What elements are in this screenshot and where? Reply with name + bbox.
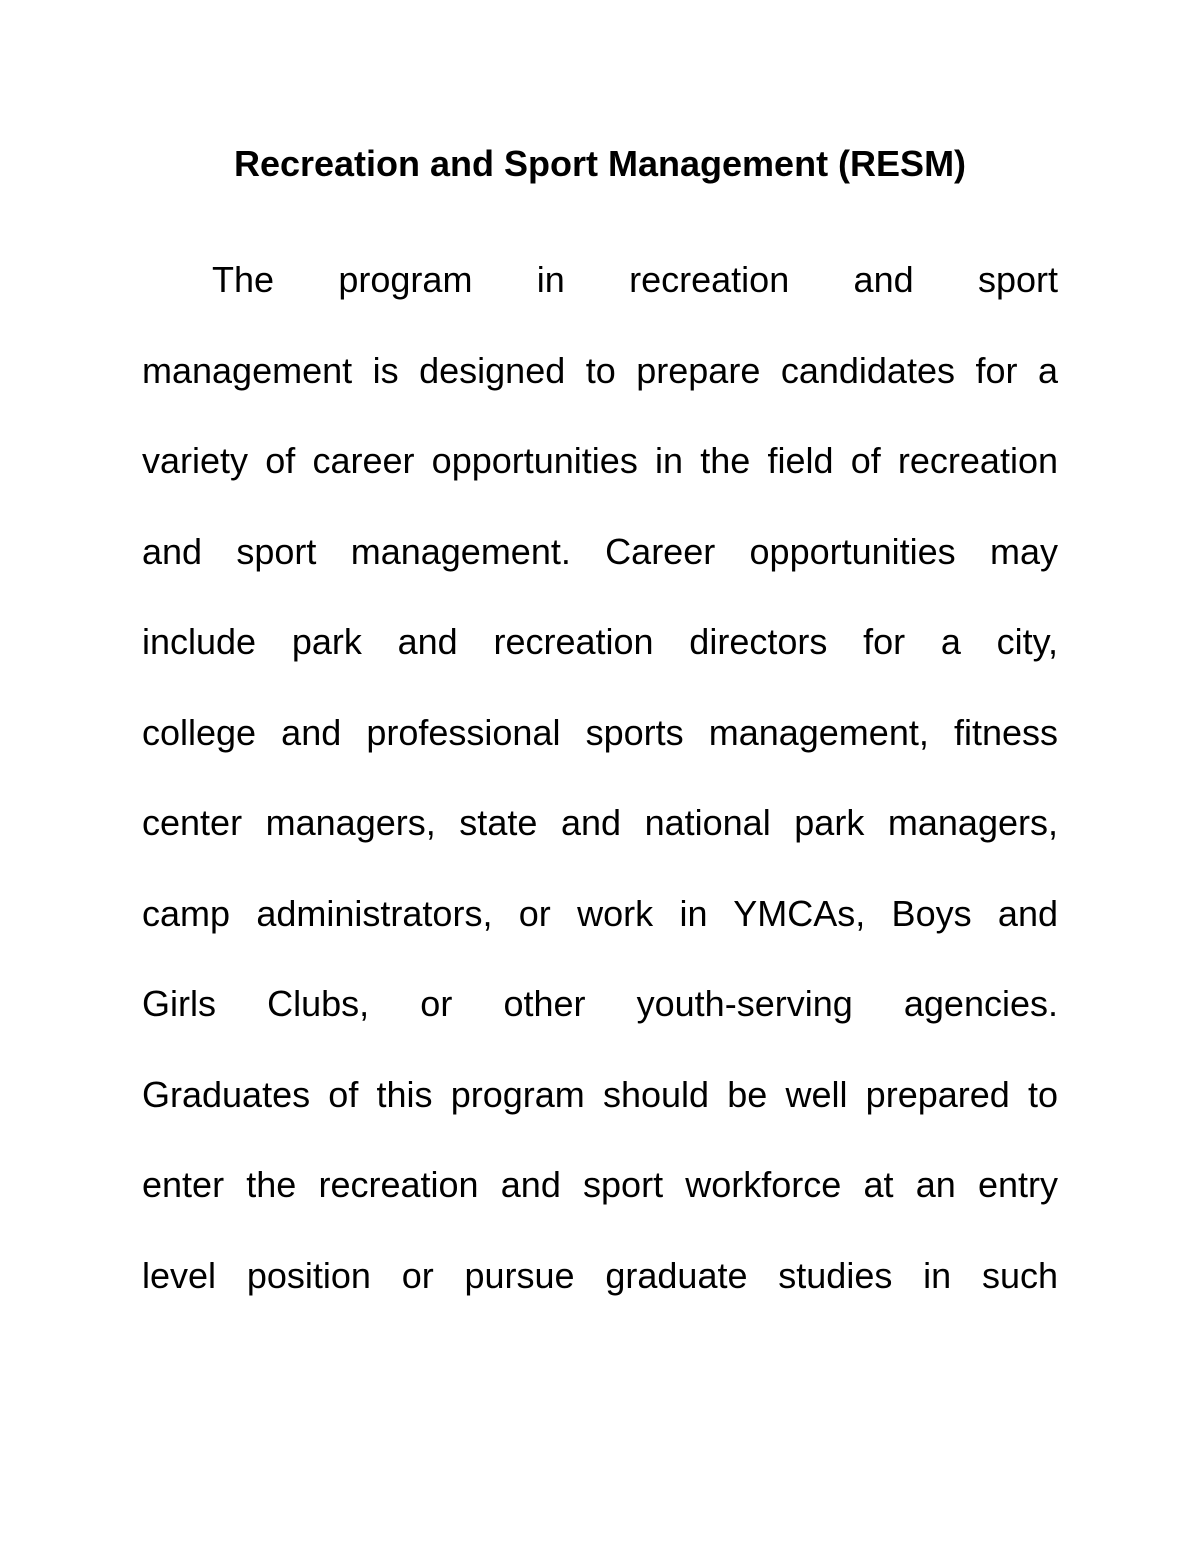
paragraph-line: camp administrators, or work in YMCAs, Boys and: [142, 892, 1058, 934]
paragraph-line: enter the recreation and sport workforce at an entry: [142, 1164, 1058, 1205]
paragraph-line: include park and recreation directors for a city,: [142, 621, 1058, 662]
paragraph-line: college and professional sports management, fitness: [142, 711, 1058, 753]
paragraph-line: and sport management. Career opportunities may: [142, 530, 1058, 572]
paragraph-line: center managers, state and national park managers,: [142, 802, 1058, 843]
paragraph-line: Graduates of this program should be well prepared to: [142, 1073, 1058, 1115]
paragraph-line: variety of career opportunities in the field of recreation: [142, 440, 1058, 481]
body-paragraph: [142, 235, 1058, 1321]
document-title: Recreation and Sport Management (RESM): [233, 143, 967, 184]
paragraph-line: level position or pursue graduate studies in such: [142, 1254, 1058, 1296]
paragraph-line: Girls Clubs, or other youth-serving agencies.: [142, 983, 1058, 1024]
paragraph-line: management is designed to prepare candidates for a: [142, 349, 1058, 391]
paragraph-line: The program in recreation and sport: [212, 259, 1058, 300]
